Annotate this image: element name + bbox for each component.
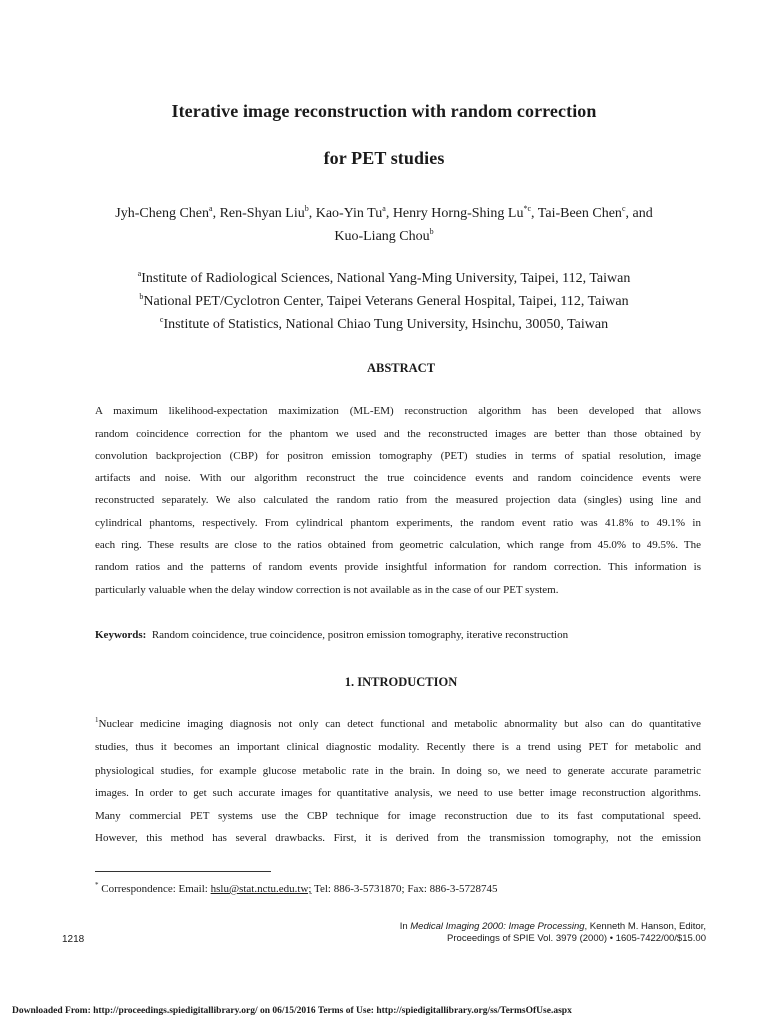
paper-title-line-1: Iterative image reconstruction with random correction: [171, 101, 597, 121]
footnote: [95, 881, 498, 895]
author-text: , and: [625, 206, 653, 221]
footnote-divider: [95, 871, 271, 872]
affiliation-text: Institute of Radiological Sciences, National Yang-Ming University, Taipei, 112, Taiwan: [141, 271, 631, 286]
footnote-mark: *: [95, 881, 99, 889]
abstract-line: each ring. These results are close to the ratios obtained from geometric calculation, which range from 45.0% to 49.5%. The: [95, 539, 701, 551]
author-text: Jyh-Cheng Chen: [115, 206, 209, 221]
citation-line-2: Proceedings of SPIE Vol. 3979 (2000) • 1605-7422/00/$15.00: [447, 933, 706, 944]
email-link[interactable]: hslu@stat.nctu.edu.tw;: [210, 883, 312, 895]
author-list-line-1: [0, 203, 768, 225]
abstract-line: A maximum likelihood-expectation maximization (ML-EM) reconstruction algorithm has been developed that allows: [95, 405, 701, 417]
author-text: , Ren-Shyan Liu: [212, 206, 305, 221]
paper-title-line-2: for PET studies: [323, 148, 445, 168]
author-text: Kuo-Liang Chou: [334, 229, 430, 244]
affiliation-mark: *c: [523, 204, 532, 213]
citation-line-1: [400, 921, 706, 932]
affiliation-mark: a: [209, 204, 213, 213]
abstract-heading: ABSTRACT: [366, 361, 436, 375]
introduction-line: However, this method has several drawbacks. First, it is derived from the transmission tomography, not the emission: [95, 832, 701, 844]
author-list-line-2: [0, 226, 768, 248]
introduction-line: [95, 716, 701, 730]
introduction-line: Many commercial PET systems use the CBP technique for image reconstruction due to its fast computational speed.: [95, 810, 701, 822]
page-number: 1218: [62, 934, 85, 945]
introduction-line-text: Nuclear medicine imaging diagnosis not only can detect functional and metabolic abnormality but also can do quantitative: [98, 718, 701, 730]
keywords-line: [95, 629, 568, 641]
affiliation-c: [0, 317, 768, 333]
footnote-mark: 1: [95, 716, 99, 724]
affiliation-mark: a: [137, 269, 142, 278]
affiliation-text: Institute of Statistics, National Chiao Tung University, Hsinchu, 30050, Taiwan: [163, 317, 609, 332]
abstract-line: reconstructed separately. We also calculated the random ratio from the measured projection data (singles) using line and: [95, 494, 701, 506]
affiliation-mark: b: [304, 204, 309, 213]
download-notice: Downloaded From: http://proceedings.spiedigitallibrary.org/ on 06/15/2016 Terms of Use: http://spiedigitallibrary.org/ss/TermsOfUse.aspx: [12, 1006, 572, 1016]
footnote-prefix: Correspondence: Email:: [98, 883, 211, 895]
affiliation-text: National PET/Cyclotron Center, Taipei Veterans General Hospital, Taipei, 112, Taiwan: [143, 294, 629, 309]
author-text: , Henry Horng-Shing Lu: [385, 206, 524, 221]
affiliation-mark: c: [621, 204, 626, 213]
abstract-line: particularly valuable when the delay window correction is not available as in the case of our PET system.: [95, 584, 559, 596]
citation-editor: , Kenneth M. Hanson, Editor,: [584, 921, 706, 932]
introduction-line: physiological studies, for example glucose metabolic rate in the brain. In doing so, we need to generate accurate parametric: [95, 765, 701, 777]
author-text: , Tai-Been Chen: [531, 206, 622, 221]
author-text: , Kao-Yin Tu: [308, 206, 383, 221]
abstract-line: convolution backprojection (CBP) for positron emission tomography (PET) studies in terms of spatial resolution, image: [95, 450, 701, 462]
affiliation-b: [0, 294, 768, 310]
introduction-line: images. In order to get such accurate images for quantitative analysis, we need to use better image reconstruction algorithms.: [95, 787, 701, 799]
affiliation-mark: a: [382, 204, 386, 213]
citation-prefix: In: [399, 921, 411, 932]
abstract-line: random coincidence correction for the phantom we used and the reconstructed images are better than those obtained by: [95, 428, 701, 440]
keywords-label: Keywords:: [95, 629, 147, 641]
abstract-line: cylindrical phantoms, respectively. From cylindrical phantom experiments, the random event ratio was 41.8% to 49.1% in: [95, 517, 701, 529]
introduction-line: studies, thus it becomes an important clinical diagnostic modality. Recently there is a trend using PET for metabolic and: [95, 741, 701, 753]
abstract-line: artifacts and noise. With our algorithm reconstruct the true coincidence events and random coincidence events were: [95, 472, 701, 484]
affiliation-mark: b: [139, 292, 144, 301]
affiliation-mark: c: [159, 315, 164, 324]
footnote-suffix: Tel: 886-3-5731870; Fax: 886-3-5728745: [311, 883, 498, 895]
abstract-line: random ratios and the patterns of random events provide insightful information for random correction. This information is: [95, 561, 701, 573]
introduction-heading: 1. INTRODUCTION: [344, 675, 458, 689]
citation-proceedings-title: Medical Imaging 2000: Image Processing: [410, 921, 585, 932]
keywords-text: Random coincidence, true coincidence, positron emission tomography, iterative reconstruction: [151, 629, 569, 641]
affiliation-mark: b: [429, 227, 434, 236]
affiliation-a: [0, 271, 768, 287]
